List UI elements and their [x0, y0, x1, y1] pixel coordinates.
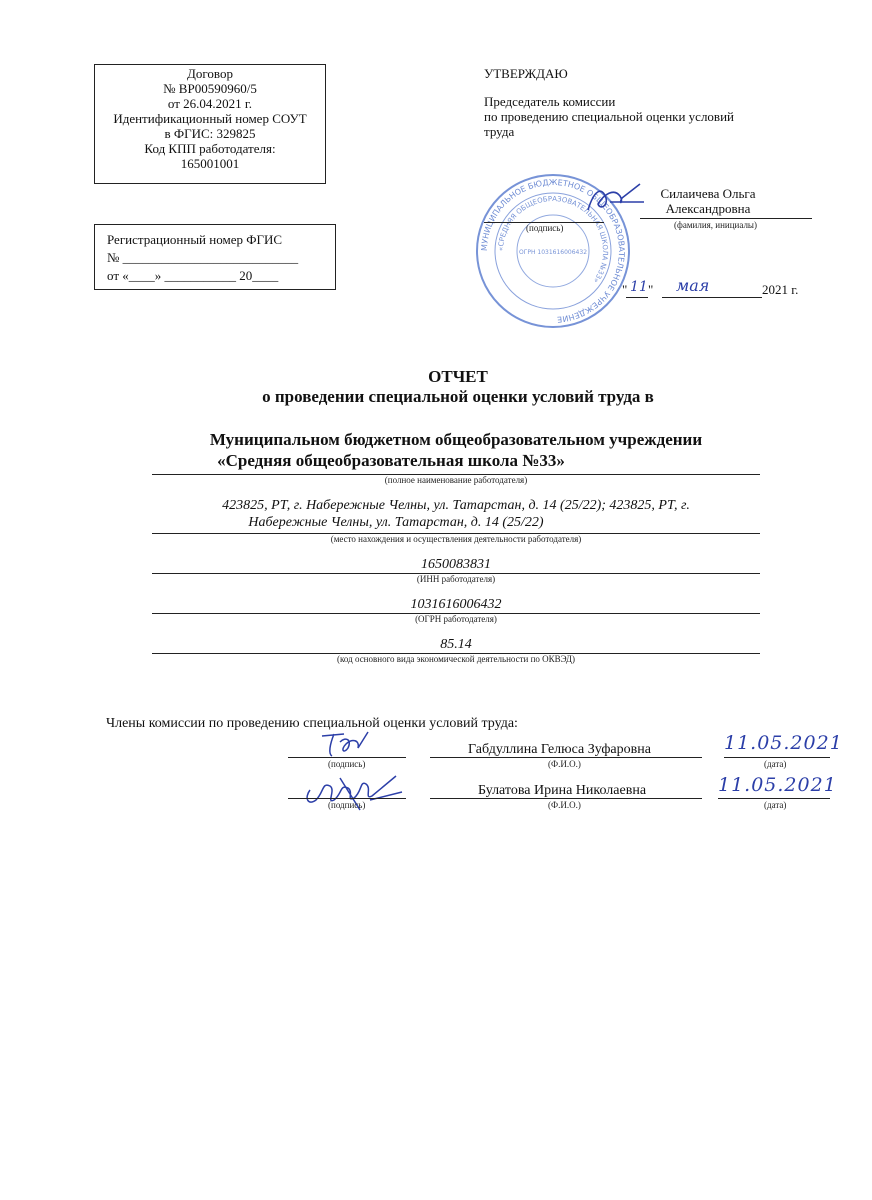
address-line: Набережные Челны, ул. Татарстан, д. 14 (25/22) — [248, 515, 544, 530]
member-date-line — [718, 798, 830, 799]
address-line: 423825, РТ, г. Набережные Челны, ул. Татарстан, д. 14 (25/22); 423825, РТ, г. — [222, 498, 690, 513]
ogrn-caption: (ОГРН работодателя) — [415, 614, 497, 624]
approval-title: УТВЕРЖДАЮ — [484, 66, 568, 81]
chairman-name-line: Силаичева Ольга — [660, 186, 756, 201]
approval-role-line: труда — [484, 124, 515, 139]
date-quote-open: " — [622, 282, 628, 297]
date-month: мая — [676, 276, 710, 295]
name-underline — [640, 218, 812, 219]
contract-date: от 26.04.2021 г. — [167, 96, 253, 111]
ogrn-value: 1031616006432 — [410, 597, 502, 612]
okved-caption: (код основного вида экономической деятельности по ОКВЭД) — [336, 654, 575, 664]
commission-heading: Члены комиссии по проведению специальной оценки условий труда: — [106, 716, 518, 731]
member-date: 11.05.2021 — [718, 774, 837, 796]
member-date-line — [724, 757, 830, 758]
registration-date: от «____» ___________ 20____ — [107, 268, 279, 283]
stamp-inner-text: «СРЕДНЯЯ ОБЩЕОБРАЗОВАТЕЛЬНАЯ ШКОЛА №33» — [496, 194, 610, 285]
kpp-label: Код КПП работодателя: — [144, 141, 276, 156]
member-date-caption: (дата) — [764, 800, 787, 810]
member-name: Булатова Ирина Николаевна — [478, 783, 647, 798]
date-day-underline — [626, 297, 648, 298]
contract-number: № ВР00590960/5 — [163, 81, 257, 96]
organization-address — [152, 497, 760, 531]
registration-number: № ___________________________ — [107, 250, 299, 265]
name-caption: (фамилия, инициалы) — [674, 220, 757, 230]
inn-caption: (ИНН работодателя) — [416, 574, 496, 584]
date-day: 11 — [630, 279, 648, 295]
member-signature — [300, 770, 410, 822]
organization-name-line: Муниципальном бюджетном общеобразовательном учреждении — [209, 430, 703, 449]
date-quote-close: " — [648, 282, 654, 297]
member-name-line — [430, 798, 702, 799]
member-date-caption: (дата) — [764, 759, 787, 769]
member-name-caption: (Ф.И.О.) — [548, 800, 581, 810]
report-title: ОТЧЕТ — [428, 367, 488, 386]
sout-id-label: Идентификационный номер СОУТ — [113, 111, 307, 126]
organization-name-line: «Средняя общеобразовательная школа №33» — [217, 451, 565, 470]
address-caption: (место нахождения и осуществления деятельности работодателя) — [330, 534, 582, 544]
registration-label: Регистрационный номер ФГИС — [107, 232, 283, 247]
member-name-line — [430, 757, 702, 758]
registration-box — [94, 224, 336, 290]
kpp-value: 165001001 — [180, 156, 240, 171]
inn-value: 1650083831 — [421, 557, 491, 572]
contract-label: Договор — [187, 66, 233, 81]
date-year: 2021 г. — [762, 282, 799, 297]
chairman-signature — [580, 180, 650, 220]
sout-id-value: в ФГИС: 329825 — [164, 126, 256, 141]
stamp-outer-text: МУНИЦИПАЛЬНОЕ БЮДЖЕТНОЕ ОБЩЕОБРАЗОВАТЕЛЬНОЕ УЧРЕЖДЕНИЕ — [479, 177, 627, 324]
member-date: 11.05.2021 — [724, 732, 843, 754]
contract-info-box — [94, 64, 326, 184]
chairman-name-line: Александровна — [665, 201, 751, 216]
approval-role-line: по проведению специальной оценки условий — [484, 109, 734, 124]
member-signature-line — [288, 757, 406, 758]
approval-role — [484, 94, 734, 139]
stamp-center-text: ОГРН 1031616006432 — [518, 249, 588, 256]
approval-role-line: Председатель комиссии — [484, 94, 616, 109]
signature-caption: (подпись) — [526, 223, 564, 233]
member-sig-caption: (подпись) — [328, 800, 366, 810]
report-subtitle: о проведении специальной оценки условий труда в — [262, 387, 654, 406]
chairman-name — [648, 186, 768, 216]
date-month-underline — [662, 297, 762, 298]
member-signature-line — [288, 798, 406, 799]
org-caption: (полное наименование работодателя) — [384, 475, 528, 485]
organization-name — [152, 429, 760, 471]
member-name-caption: (Ф.И.О.) — [548, 759, 581, 769]
member-sig-caption: (подпись) — [328, 759, 366, 769]
member-name: Габдуллина Гелюса Зуфаровна — [468, 742, 651, 757]
okved-value: 85.14 — [440, 637, 472, 652]
